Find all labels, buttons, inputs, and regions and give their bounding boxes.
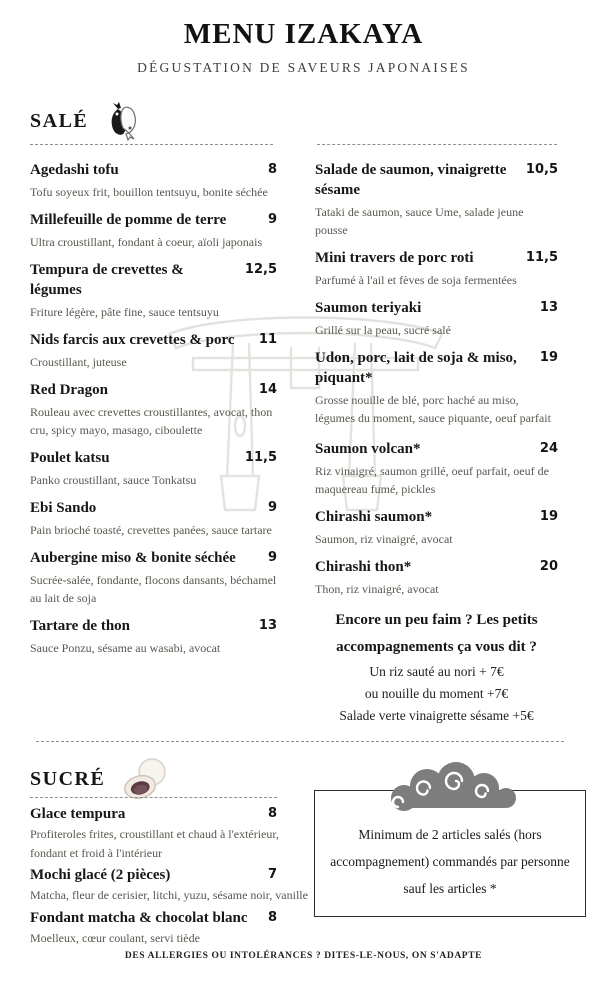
menu-item	[30, 498, 277, 539]
menu-header	[0, 18, 607, 76]
menu-item	[315, 507, 558, 548]
item-description: Thon, riz vinaigré, avocat	[315, 582, 439, 596]
item-name: Nids farcis aux crevettes & porc	[30, 332, 235, 348]
menu-item	[30, 804, 318, 862]
menu-item	[315, 348, 558, 427]
cloud-icon	[370, 754, 530, 816]
minimum-order-note-text: Minimum de 2 articles salés (hors accompagnement) commandés par personne sauf les articles *	[330, 827, 570, 896]
item-description: Croustillant, juteuse	[30, 355, 127, 369]
item-price: 8	[267, 909, 277, 925]
koi-fish-icon	[102, 101, 146, 141]
item-price: 11,5	[525, 250, 558, 265]
addons-line: ou nouille du moment +7€	[364, 686, 509, 701]
item-description: Tataki de saumon, sauce Ume, salade jeune pousse	[315, 205, 524, 237]
item-name: Tempura de crevettes & légumes	[30, 262, 184, 298]
item-name: Tartare de thon	[30, 618, 131, 634]
item-name: Millefeuille de pomme de terre	[30, 212, 227, 228]
item-name: Saumon teriyaki	[315, 300, 422, 316]
item-name: Fondant matcha & chocolat blanc	[30, 909, 248, 926]
item-description: Grosse nouille de blé, porc haché au miso, légumes du moment, sauce piquante, oeuf parfait	[315, 393, 551, 425]
divider-sucre-top	[36, 741, 564, 742]
item-description: Ultra croustillant, fondant à coeur, aïoli japonais	[30, 235, 263, 249]
menu-item	[315, 160, 558, 239]
item-price: 11,5	[244, 450, 277, 465]
addons-heading: Encore un peu faim ? Les petits accompagnements ça vous dit ?	[335, 612, 538, 655]
item-name: Saumon volcan*	[315, 441, 421, 457]
item-description: Riz vinaigré, saumon grillé, oeuf parfait, oeuf de maquereau fumé, pickles	[315, 464, 549, 496]
item-price: 24	[539, 441, 558, 456]
item-description: Tofu soyeux frit, bouillon tentsuyu, bonite séchée	[30, 185, 268, 199]
item-name: Mochi glacé (2 pièces)	[30, 867, 171, 883]
section-header-sale	[30, 101, 146, 141]
menu-item	[315, 439, 558, 498]
item-price: 9	[267, 500, 277, 515]
item-description: Saumon, riz vinaigré, avocat	[315, 532, 453, 546]
item-price: 19	[539, 509, 558, 524]
section-label-sale: SALÉ	[30, 109, 89, 132]
allergies-footer: DES ALLERGIES OU INTOLÉRANCES ? DITES-LE-NOUS, ON S'ADAPTE	[124, 951, 483, 961]
item-description: Panko croustillant, sauce Tonkatsu	[30, 473, 197, 487]
item-description: Rouleau avec crevettes croustillantes, avocat, thon cru, spicy mayo, masago, ciboulette	[30, 405, 273, 437]
item-price: 8	[267, 806, 277, 821]
menu-item	[30, 160, 277, 201]
menu-item	[30, 380, 277, 439]
item-description: Parfumé à l'ail et fèves de soja fermentées	[315, 273, 517, 287]
menu-item	[30, 908, 318, 948]
mochi-icon	[119, 756, 171, 802]
item-name: Salade de saumon, vinaigrette sésame	[315, 162, 507, 198]
page-title: MENU IZAKAYA	[183, 18, 424, 50]
menu-item	[315, 248, 558, 289]
item-description: Matcha, fleur de cerisier, litchi, yuzu, sésame noir, vanille	[30, 888, 308, 902]
item-description: Friture légère, pâte fine, sauce tentsuyu	[30, 305, 219, 319]
item-price: 9	[267, 550, 277, 565]
item-price: 14	[258, 382, 277, 397]
menu-item	[30, 260, 277, 321]
menu-item	[315, 298, 558, 339]
page-subtitle: DÉGUSTATION DE SAVEURS JAPONAISES	[137, 60, 470, 75]
item-name: Glace tempura	[30, 806, 126, 822]
item-price: 13	[258, 618, 277, 633]
item-price: 19	[539, 350, 558, 365]
divider-left-column	[30, 144, 273, 145]
item-price: 11	[258, 332, 277, 347]
item-name: Ebi Sando	[30, 500, 97, 516]
item-price: 12,5	[244, 262, 277, 277]
item-description: Moelleux, cœur coulant, servi tiède	[30, 930, 200, 945]
menu-item	[30, 865, 318, 905]
minimum-order-note-box	[314, 790, 586, 917]
section-label-sucre: SUCRÉ	[30, 767, 106, 790]
item-name: Udon, porc, lait de soja & miso, piquant*	[315, 350, 517, 386]
sale-left-column	[30, 160, 277, 666]
item-price: 7	[267, 867, 277, 882]
menu-item	[30, 330, 277, 371]
item-name: Aubergine miso & bonite séchée	[30, 550, 236, 566]
menu-item	[315, 557, 558, 598]
divider-right-column	[317, 144, 557, 145]
addons-line: Salade verte vinaigrette sésame +5€	[339, 708, 534, 723]
section-header-sucre	[30, 756, 171, 802]
sale-right-column	[315, 160, 558, 727]
menu-item	[30, 210, 277, 251]
item-price: 10,5	[525, 162, 558, 177]
item-name: Chirashi saumon*	[315, 509, 433, 525]
addons-line: Un riz sauté au nori + 7€	[369, 664, 504, 679]
item-description: Profiteroles frites, croustillant et chaud à l'extérieur, fondant et froid à l'intérieur	[30, 827, 279, 860]
item-price: 9	[267, 212, 277, 227]
menu-item	[30, 548, 277, 607]
item-price: 20	[539, 559, 558, 574]
item-price: 13	[539, 300, 558, 315]
divider-sucre-header	[30, 797, 277, 798]
menu-item	[30, 448, 277, 489]
item-name: Mini travers de porc roti	[315, 250, 474, 266]
item-price: 8	[267, 162, 277, 177]
item-description: Sauce Ponzu, sésame au wasabi, avocat	[30, 641, 221, 655]
item-name: Chirashi thon*	[315, 559, 412, 575]
menu-item	[30, 616, 277, 657]
item-name: Agedashi tofu	[30, 162, 119, 178]
item-description: Sucrée-salée, fondante, flocons dansants, béchamel au lait de soja	[30, 573, 277, 605]
sucre-list	[30, 804, 318, 950]
addons-block	[315, 607, 558, 727]
item-description: Grillé sur la peau, sucré salé	[315, 323, 451, 337]
item-name: Red Dragon	[30, 382, 108, 398]
item-description: Pain brioché toasté, crevettes panées, sauce tartare	[30, 523, 272, 537]
item-name: Poulet katsu	[30, 450, 110, 466]
